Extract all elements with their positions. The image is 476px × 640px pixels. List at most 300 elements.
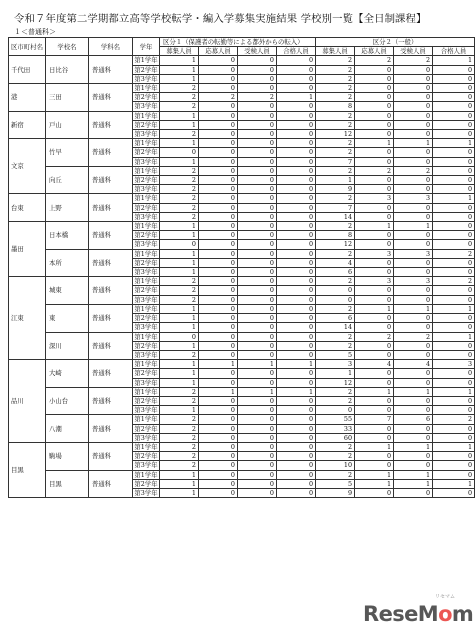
recruit-count-header: 募集人員 [316, 47, 355, 56]
school-cell: 戸山 [46, 111, 89, 139]
dept-cell: 普通科 [89, 415, 133, 443]
count-cell: 2 [355, 332, 394, 341]
grade-cell: 第2学年 [134, 93, 158, 102]
grade-cell: 第2学年 [134, 176, 158, 185]
table-row [9, 360, 475, 369]
count-cell: 14 [316, 212, 355, 221]
count-cell: 1 [160, 369, 199, 378]
count-cell: 0 [394, 120, 433, 129]
count-cell: 1 [433, 479, 475, 488]
count-cell: 0 [277, 350, 316, 359]
examinee-count-header: 受検人員 [394, 47, 433, 56]
pass-count-header: 合格人員 [277, 47, 316, 56]
dept-cell: 普通科 [89, 470, 133, 498]
grade-cell: 第1学年 [134, 332, 158, 341]
grade-cell: 第2学年 [134, 148, 158, 157]
count-cell: 0 [238, 442, 277, 451]
count-cell: 0 [394, 84, 433, 93]
count-cell: 0 [199, 139, 238, 148]
count-cell: 0 [277, 369, 316, 378]
count-cell: 0 [277, 268, 316, 277]
grade-cell: 第1学年 [134, 194, 158, 203]
school-cell: 上野 [46, 194, 89, 222]
count-cell: 6 [316, 314, 355, 323]
count-cell: 0 [277, 194, 316, 203]
count-cell: 0 [238, 56, 277, 65]
ward-cell: 品川 [9, 360, 46, 443]
count-cell: 1 [160, 360, 199, 369]
school-cell: 駒場 [46, 442, 89, 470]
count-cell: 0 [433, 93, 475, 102]
count-cell: 0 [199, 488, 238, 497]
count-cell: 2 [160, 295, 199, 304]
grade-cell: 第2学年 [134, 120, 158, 129]
count-cell: 0 [433, 65, 475, 74]
count-cell: 0 [394, 240, 433, 249]
count-cell: 0 [199, 111, 238, 120]
grade-cell: 第3学年 [134, 406, 158, 415]
count-cell: 0 [199, 452, 238, 461]
count-cell: 0 [433, 424, 475, 433]
count-cell: 0 [238, 470, 277, 479]
school-cell: 大崎 [46, 360, 89, 388]
count-cell: 0 [394, 433, 433, 442]
count-cell: 0 [277, 433, 316, 442]
count-cell: 2 [316, 93, 355, 102]
count-cell: 0 [355, 176, 394, 185]
table-row [9, 166, 475, 175]
grade-cell: 第1学年 [134, 442, 158, 451]
count-cell: 3 [355, 194, 394, 203]
table-row [9, 442, 475, 451]
count-cell: 2 [433, 249, 475, 258]
ward-cell: 台東 [9, 194, 46, 222]
count-cell: 0 [433, 341, 475, 350]
count-cell: 0 [433, 166, 475, 175]
grade-cell: 第1学年 [134, 387, 158, 396]
count-cell: 0 [394, 93, 433, 102]
count-cell: 0 [199, 314, 238, 323]
count-cell: 2 [160, 93, 199, 102]
logo-text-accent: o [438, 602, 452, 626]
count-cell: 0 [355, 488, 394, 497]
count-cell: 1 [160, 56, 199, 65]
dept-cell: 普通科 [89, 166, 133, 194]
count-cell: 0 [433, 157, 475, 166]
count-cell: 0 [433, 203, 475, 212]
count-cell: 0 [277, 249, 316, 258]
count-cell: 0 [277, 56, 316, 65]
count-cell: 0 [277, 84, 316, 93]
count-cell: 0 [433, 286, 475, 295]
count-cell: 0 [394, 488, 433, 497]
count-cell: 7 [355, 415, 394, 424]
count-cell: 0 [355, 350, 394, 359]
school-header: 学校名 [46, 38, 89, 56]
count-cell: 2 [160, 277, 199, 286]
count-cell: 0 [160, 240, 199, 249]
count-cell: 0 [394, 314, 433, 323]
grade-cell: 第3学年 [134, 350, 158, 359]
ward-header: 区市町村名 [9, 38, 46, 56]
count-cell: 0 [238, 286, 277, 295]
count-cell: 0 [277, 111, 316, 120]
count-cell: 2 [355, 56, 394, 65]
count-cell: 0 [355, 268, 394, 277]
grade-cell: 第2学年 [134, 258, 158, 267]
count-cell: 1 [199, 387, 238, 396]
count-cell: 0 [433, 258, 475, 267]
school-cell: 八潮 [46, 415, 89, 443]
count-cell: 0 [238, 479, 277, 488]
count-cell: 0 [433, 111, 475, 120]
count-cell: 0 [394, 350, 433, 359]
count-cell: 2 [316, 84, 355, 93]
count-cell: 0 [355, 424, 394, 433]
count-cell: 0 [433, 130, 475, 139]
count-cell: 0 [277, 479, 316, 488]
count-cell: 0 [355, 433, 394, 442]
grade-cell: 第3学年 [134, 185, 158, 194]
dept-cell: 普通科 [89, 249, 133, 277]
count-cell: 3 [394, 249, 433, 258]
dept-cell: 普通科 [89, 84, 133, 112]
table-row [9, 304, 475, 313]
count-cell: 0 [277, 442, 316, 451]
count-cell: 2 [160, 166, 199, 175]
count-cell: 1 [160, 157, 199, 166]
ward-cell: 新宿 [9, 111, 46, 139]
count-cell: 0 [199, 157, 238, 166]
ward-cell: 文京 [9, 139, 46, 194]
count-cell: 0 [433, 295, 475, 304]
count-cell: 7 [316, 203, 355, 212]
count-cell: 0 [355, 93, 394, 102]
count-cell: 1 [394, 470, 433, 479]
recruit-count-header: 募集人員 [160, 47, 199, 56]
count-cell: 33 [316, 424, 355, 433]
category-1-header: 区分１（保護者の転勤等による都外からの転入） [160, 38, 316, 47]
count-cell: 0 [199, 166, 238, 175]
count-cell: 2 [316, 442, 355, 451]
count-cell: 4 [316, 258, 355, 267]
count-cell: 1 [277, 360, 316, 369]
count-cell: 0 [394, 341, 433, 350]
count-cell: 2 [160, 130, 199, 139]
count-cell: 0 [238, 488, 277, 497]
count-cell: 0 [394, 268, 433, 277]
count-cell: 0 [277, 102, 316, 111]
count-cell: 0 [238, 424, 277, 433]
count-cell: 0 [394, 212, 433, 221]
count-cell: 0 [238, 240, 277, 249]
count-cell: 2 [160, 461, 199, 470]
count-cell: 1 [355, 470, 394, 479]
grade-cell: 第1学年 [134, 360, 158, 369]
count-cell: 1 [355, 442, 394, 451]
count-cell: 1 [160, 222, 199, 231]
school-cell: 東 [46, 304, 89, 332]
count-cell: 2 [160, 194, 199, 203]
dept-cell: 普通科 [89, 360, 133, 388]
count-cell: 0 [277, 415, 316, 424]
grade-cell: 第3学年 [134, 378, 158, 387]
table-row [9, 56, 475, 65]
grade-header: 学年 [133, 38, 160, 56]
count-cell: 0 [394, 452, 433, 461]
grade-cell: 第3学年 [134, 157, 158, 166]
count-cell: 0 [433, 102, 475, 111]
grade-cell: 第3学年 [134, 130, 158, 139]
count-cell: 0 [355, 130, 394, 139]
count-cell: 1 [394, 139, 433, 148]
count-cell: 0 [238, 231, 277, 240]
count-cell: 1 [160, 341, 199, 350]
count-cell: 1 [160, 479, 199, 488]
logo-text [363, 602, 473, 626]
dept-cell: 普通科 [89, 222, 133, 250]
count-cell: 4 [355, 360, 394, 369]
count-cell: 1 [394, 479, 433, 488]
count-cell: 0 [355, 406, 394, 415]
school-cell: 向丘 [46, 166, 89, 194]
count-cell: 0 [433, 378, 475, 387]
count-cell: 4 [394, 360, 433, 369]
count-cell: 2 [316, 452, 355, 461]
logo-caption: リセマム [435, 594, 455, 600]
table-header [9, 38, 475, 56]
count-cell: 2 [160, 433, 199, 442]
count-cell: 2 [394, 56, 433, 65]
count-cell: 1 [433, 304, 475, 313]
count-cell: 0 [433, 148, 475, 157]
table-row [9, 470, 475, 479]
count-cell: 1 [433, 442, 475, 451]
count-cell: 2 [316, 396, 355, 405]
grade-cell: 第2学年 [134, 65, 158, 74]
logo-text-part: ReseM [363, 602, 439, 626]
count-cell: 0 [355, 378, 394, 387]
count-cell: 0 [394, 203, 433, 212]
grade-cell: 第2学年 [134, 286, 158, 295]
applicant-count-header: 応募人員 [199, 47, 238, 56]
grade-cell: 第3学年 [134, 433, 158, 442]
dept-cell: 普通科 [89, 332, 133, 360]
count-cell: 0 [355, 231, 394, 240]
count-cell: 0 [160, 332, 199, 341]
count-cell: 0 [355, 148, 394, 157]
count-cell: 0 [238, 268, 277, 277]
count-cell: 0 [277, 148, 316, 157]
count-cell: 0 [199, 286, 238, 295]
count-cell: 0 [277, 130, 316, 139]
count-cell: 0 [199, 461, 238, 470]
grade-cell: 第3学年 [134, 323, 158, 332]
count-cell: 2 [433, 415, 475, 424]
count-cell: 1 [160, 406, 199, 415]
dept-cell: 普通科 [89, 56, 133, 84]
count-cell: 0 [394, 369, 433, 378]
count-cell: 0 [238, 295, 277, 304]
pass-count-header: 合格人員 [433, 47, 475, 56]
count-cell: 0 [433, 185, 475, 194]
table-row [9, 84, 475, 93]
count-cell: 0 [433, 231, 475, 240]
ward-cell: 港 [9, 84, 46, 112]
dept-cell: 普通科 [89, 304, 133, 332]
count-cell: 0 [355, 185, 394, 194]
count-cell: 0 [199, 249, 238, 258]
table-row [9, 194, 475, 203]
count-cell: 0 [433, 323, 475, 332]
count-cell: 0 [199, 268, 238, 277]
count-cell: 0 [433, 240, 475, 249]
count-cell: 2 [160, 350, 199, 359]
dept-cell: 普通科 [89, 277, 133, 305]
count-cell: 1 [433, 56, 475, 65]
count-cell: 1 [433, 139, 475, 148]
count-cell: 0 [238, 139, 277, 148]
count-cell: 0 [394, 74, 433, 83]
count-cell: 0 [238, 258, 277, 267]
count-cell: 2 [316, 470, 355, 479]
count-cell: 0 [199, 176, 238, 185]
count-cell: 0 [199, 470, 238, 479]
count-cell: 0 [277, 286, 316, 295]
count-cell: 2 [160, 176, 199, 185]
count-cell: 0 [355, 461, 394, 470]
count-cell: 3 [316, 360, 355, 369]
count-cell: 0 [199, 378, 238, 387]
ward-cell: 千代田 [9, 56, 46, 84]
count-cell: 0 [394, 378, 433, 387]
count-cell: 0 [238, 203, 277, 212]
count-cell: 1 [238, 360, 277, 369]
count-cell: 0 [316, 406, 355, 415]
count-cell: 1 [160, 488, 199, 497]
count-cell: 0 [394, 148, 433, 157]
count-cell: 0 [355, 120, 394, 129]
count-cell: 0 [355, 240, 394, 249]
count-cell: 1 [433, 387, 475, 396]
count-cell: 0 [394, 323, 433, 332]
count-cell: 0 [238, 452, 277, 461]
count-cell: 2 [238, 93, 277, 102]
count-cell: 0 [238, 166, 277, 175]
count-cell: 0 [355, 314, 394, 323]
count-cell: 0 [277, 332, 316, 341]
count-cell: 1 [355, 479, 394, 488]
table-row [9, 415, 475, 424]
count-cell: 0 [199, 369, 238, 378]
count-cell: 2 [160, 185, 199, 194]
grade-cell: 第2学年 [134, 231, 158, 240]
count-cell: 0 [238, 74, 277, 83]
count-cell: 0 [199, 258, 238, 267]
count-cell: 0 [394, 111, 433, 120]
count-cell: 0 [433, 212, 475, 221]
count-cell: 1 [160, 470, 199, 479]
school-cell: 深川 [46, 332, 89, 360]
count-cell: 1 [433, 332, 475, 341]
count-cell: 1 [355, 304, 394, 313]
count-cell: 2 [160, 102, 199, 111]
grade-cell: 第3学年 [134, 461, 158, 470]
table-row [9, 111, 475, 120]
count-cell: 1 [160, 231, 199, 240]
count-cell: 1 [394, 387, 433, 396]
count-cell: 0 [277, 212, 316, 221]
count-cell: 0 [433, 433, 475, 442]
count-cell: 0 [238, 314, 277, 323]
grade-cell: 第1学年 [134, 304, 158, 313]
count-cell: 0 [277, 378, 316, 387]
count-cell: 1 [160, 65, 199, 74]
count-cell: 0 [238, 323, 277, 332]
count-cell: 0 [199, 332, 238, 341]
count-cell: 0 [238, 433, 277, 442]
count-cell: 0 [277, 314, 316, 323]
count-cell: 0 [394, 102, 433, 111]
count-cell: 0 [394, 295, 433, 304]
count-cell: 1 [160, 378, 199, 387]
count-cell: 1 [160, 139, 199, 148]
count-cell: 0 [433, 396, 475, 405]
count-cell: 0 [277, 452, 316, 461]
grade-cell: 第1学年 [134, 84, 158, 93]
count-cell: 0 [355, 74, 394, 83]
grade-cell: 第3学年 [134, 295, 158, 304]
count-cell: 1 [277, 93, 316, 102]
grade-cell: 第3学年 [134, 102, 158, 111]
school-cell: 城東 [46, 277, 89, 305]
count-cell: 0 [394, 130, 433, 139]
count-cell: 2 [160, 452, 199, 461]
count-cell: 1 [160, 120, 199, 129]
count-cell: 0 [277, 222, 316, 231]
grade-cell: 第1学年 [134, 470, 158, 479]
count-cell: 3 [394, 194, 433, 203]
count-cell: 0 [199, 65, 238, 74]
count-cell: 1 [160, 258, 199, 267]
count-cell: 1 [355, 387, 394, 396]
count-cell: 1 [316, 369, 355, 378]
count-cell: 2 [316, 249, 355, 258]
count-cell: 0 [199, 84, 238, 93]
count-cell: 0 [199, 74, 238, 83]
grade-cell: 第1学年 [134, 415, 158, 424]
grade-cell: 第2学年 [134, 341, 158, 350]
count-cell: 0 [433, 488, 475, 497]
grade-cell: 第2学年 [134, 424, 158, 433]
count-cell: 0 [277, 258, 316, 267]
count-cell: 2 [160, 442, 199, 451]
grade-cell: 第2学年 [134, 203, 158, 212]
count-cell: 12 [316, 130, 355, 139]
count-cell: 55 [316, 415, 355, 424]
count-cell: 1 [316, 176, 355, 185]
count-cell: 0 [277, 74, 316, 83]
count-cell: 0 [238, 84, 277, 93]
count-cell: 1 [355, 222, 394, 231]
count-cell: 0 [199, 231, 238, 240]
dept-cell: 普通科 [89, 387, 133, 415]
count-cell: 0 [199, 102, 238, 111]
count-cell: 0 [355, 369, 394, 378]
grade-cell: 第1学年 [134, 56, 158, 65]
count-cell: 2 [316, 304, 355, 313]
count-cell: 2 [316, 139, 355, 148]
